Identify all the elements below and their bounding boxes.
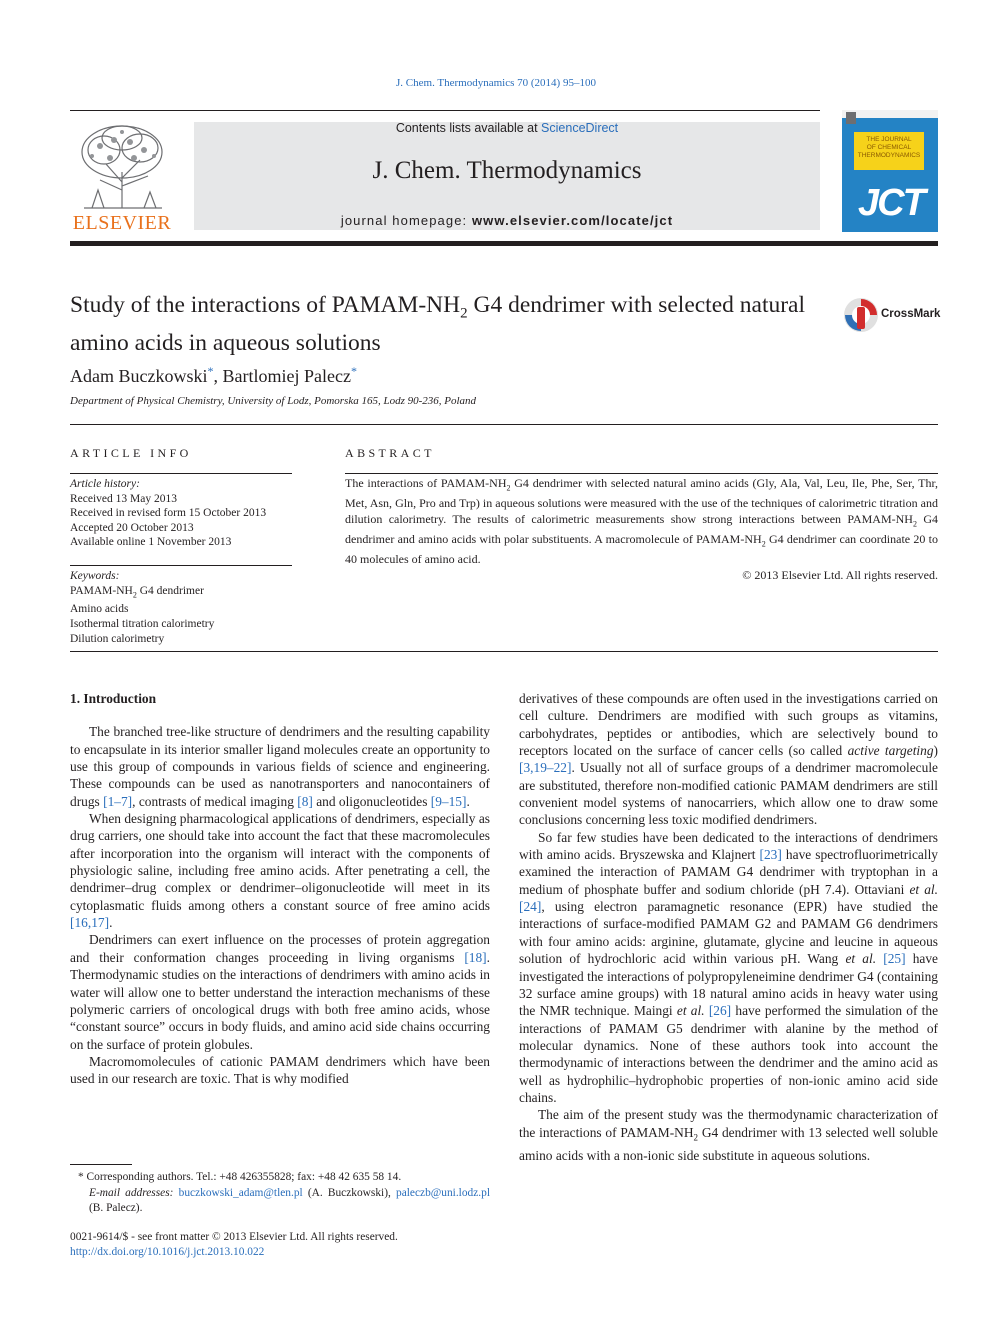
crossmark-badge[interactable] [843, 297, 943, 333]
citation-link[interactable]: [24] [519, 899, 542, 915]
affiliation: Department of Physical Chemistry, University of Lodz, Pomorska 165, Lodz 90-236, Poland [70, 395, 477, 407]
cover-top-strip [842, 110, 938, 118]
abstract-text: G4 dendrimer can coordinate 20 to 40 molecules of amino acid. [345, 532, 939, 567]
body-emphasis: et al. [909, 881, 938, 897]
abstract-paragraph [345, 476, 938, 568]
body-text: When designing pharmacological applications of dendrimers, especially as drug carriers, one should take into account the fact that these macromolecules after incorporation into the organism will interact with the components of physiologic saline, including free amino acids. After penetrating a cell, the dendrimer–drug complex or dendrimer–oligonucleotide will meet in its cytoplasmatic fluids among others a constant source of free amino acids [70, 811, 490, 913]
cover-jct-logo: JCT [858, 182, 924, 224]
history-revised: Received in revised form 15 October 2013 [70, 507, 267, 520]
body-column-right [519, 690, 938, 1164]
body-text: The branched tree-like structure of dendrimers and the resulting capability to encapsulate in its interior smaller ligand molecules create an opportunity to use this group of compounds in various fields of science and engineering. These compounds can be used as nanotransporters and nanocontainers of drugs [70, 724, 490, 809]
cover-title-line: THE JOURNAL [866, 136, 912, 143]
abstract-heading: ABSTRACT [345, 446, 435, 460]
footnote-rule [70, 1164, 132, 1165]
footnote-text: Corresponding authors. Tel.: +48 426355828; fax: +48 42 635 58 14. [83, 1171, 402, 1183]
cover-title-box [854, 132, 924, 170]
body-paragraph [70, 931, 490, 1052]
body-text: , using electron paramagnetic resonance (EPR) have studied the interactions of surface-modified PAMAM G2 and PAMAM G6 dendrimers with four amino acids: arginine, glutamate, glycine and leucine in aqueous solution of hydrochloric acid within various pH. Wang [519, 899, 938, 967]
keyword: Amino acids [70, 603, 129, 616]
elsevier-wordmark: ELSEVIER [72, 212, 172, 234]
keyword: Isothermal titration calorimetry [70, 618, 215, 631]
body-text: . [109, 915, 113, 931]
keyword-subscript: 2 [132, 589, 137, 599]
keywords [70, 569, 214, 646]
footnote-mark: * [78, 1171, 84, 1183]
corresponding-footnote [70, 1170, 490, 1186]
body-text: have spectrofluorimetrically examined the interaction of PAMAM G4 dendrimer with tryptophan in a medium of phosphate buffer and sodium chloride (pH 7.4). Ottaviani [519, 847, 938, 897]
section-heading: 1. Introduction [70, 691, 157, 706]
title-text: Study of the interactions of PAMAM-NH [70, 292, 461, 318]
body-paragraph [70, 1053, 490, 1088]
corresponding-author-mark[interactable]: * [350, 364, 357, 378]
body-emphasis: et al. [845, 951, 877, 967]
title-subscript: 2 [460, 305, 468, 322]
abstract-text: G4 dendrimer and amino acids with polar substituents. A macromolecule of PAMAM-NH [345, 511, 939, 547]
email-link[interactable]: paleczb@uni.lodz.pl [396, 1186, 490, 1199]
abstract-copyright: © 2013 Elsevier Ltd. All rights reserved. [742, 568, 938, 583]
cover-title-line: OF CHEMICAL [866, 144, 912, 151]
body-text: So far few studies have been dedicated to the interactions of dendrimers with amino acids. Bryszewska and Klajnert [519, 829, 938, 863]
subscript: 2 [693, 1132, 699, 1143]
divider [70, 651, 938, 652]
homepage-link[interactable]: www.elsevier.com/locate/jct [471, 213, 674, 228]
subscript: 2 [912, 519, 917, 529]
divider [70, 565, 292, 566]
crossmark-label: CrossMark [881, 308, 941, 320]
body-emphasis: active targeting [847, 743, 934, 759]
citation-link[interactable]: [8] [297, 793, 313, 809]
body-paragraph [70, 810, 490, 931]
footnote-text: (A. Buczkowski), [302, 1186, 396, 1199]
history-label: Article history: [70, 478, 140, 490]
subscript: 2 [506, 483, 511, 493]
elsevier-logo[interactable] [70, 120, 174, 232]
bottom-metadata [70, 1230, 398, 1260]
email-label: E-mail addresses: [89, 1186, 174, 1199]
citation-link[interactable]: [26] [708, 1003, 732, 1019]
author-name: Bartlomiej Palecz [222, 366, 351, 386]
body-text: The aim of the present study was the thermodynamic characterization of the interactions of PAMAM-NH [519, 1107, 938, 1140]
history-online: Available online 1 November 2013 [70, 536, 232, 549]
history-accepted: Accepted 20 October 2013 [70, 521, 194, 534]
body-text: have investigated the interactions of polypropyleneimine dendrimer G4 (containing 32 surface amine groups) with 18 natural amino acids in heavy water using the NMR technique. Maingi [519, 951, 938, 1019]
journal-cover-image[interactable] [842, 110, 938, 232]
body-text: . Thermodynamic studies on the interactions of dendrimers with amino acids in water will allow one to better understand the interaction mechanisms of these polymeric carriers of oncological drugs with both free amino acids, whose “constant source” occurs in body fluids, and amino acid side chains occurring on the surface of protein globules. [70, 949, 490, 1052]
author-name: Adam Buczkowski [70, 366, 208, 386]
footnote-text: (B. Palecz). [89, 1202, 143, 1214]
body-text: . [466, 793, 470, 809]
issn-line: 0021-9614/$ - see front matter © 2013 Elsevier Ltd. All rights reserved. [70, 1231, 398, 1243]
divider [345, 473, 938, 474]
journal-title: J. Chem. Thermodynamics [372, 157, 642, 184]
article-info-heading: ARTICLE INFO [70, 446, 192, 460]
citation-link[interactable]: [1–7] [103, 793, 133, 809]
contents-prefix: Contents lists available at [395, 121, 542, 135]
keyword-text: PAMAM-NH [70, 584, 133, 597]
body-emphasis: et al. [676, 1003, 705, 1019]
body-text: derivatives of these compounds are often used in the investigations carried on cell culture. Dendrimers are modified with such groups as vitamins, carbohydrates, peptides or antibodies, which are selectively bound to receptors located on the surface of cancer cells (so called [519, 691, 938, 759]
body-text: , contrasts of medical imaging [132, 793, 298, 809]
subscript: 2 [761, 539, 766, 549]
body-paragraph [519, 829, 938, 1107]
homepage-prefix: journal homepage: [340, 213, 472, 228]
corresponding-author-mark[interactable]: * [207, 364, 214, 378]
journal-homepage [194, 213, 820, 228]
article-history [70, 477, 266, 550]
abstract-text: G4 dendrimer with selected natural amino acids (Gly, Ala, Val, Leu, Ile, Phe, Ser, Thr, Met, Asn, Gln, Pro and Trp) in aqueous solutions were measured with the use of the techniques of calorimetric titration and dilution calorimetry. The results of calorimetric measurements show strong interactions between PAMAM-NH [345, 476, 938, 526]
title-text: G4 dendrimer with selected natural amino acids in aqueous solutions [70, 292, 806, 356]
citation-link[interactable]: [16,17] [70, 915, 110, 931]
journal-citation-link[interactable]: J. Chem. Thermodynamics 70 (2014) 95–100 [396, 77, 596, 89]
citation-link[interactable]: [18] [464, 949, 487, 965]
citation-link[interactable]: [25] [883, 951, 906, 967]
divider [70, 424, 938, 425]
keyword [70, 584, 214, 603]
history-received: Received 13 May 2013 [70, 492, 177, 505]
keyword-text: G4 dendrimer [136, 584, 204, 597]
body-text: ) [933, 743, 938, 759]
doi-link[interactable]: http://dx.doi.org/10.1016/j.jct.2013.10.022 [70, 1246, 265, 1258]
body-paragraph [519, 1106, 938, 1164]
article-title [70, 291, 830, 358]
citation-link[interactable]: [9–15] [430, 793, 467, 809]
body-paragraph [70, 723, 490, 810]
keywords-label: Keywords: [70, 570, 120, 582]
body-paragraph [519, 690, 938, 829]
divider [70, 473, 292, 474]
citation-link[interactable]: [23] [759, 847, 782, 863]
footnotes [70, 1170, 490, 1217]
sciencedirect-link[interactable]: ScienceDirect [541, 121, 619, 135]
author-separator: , [213, 366, 223, 386]
cover-publisher-mark [846, 112, 856, 124]
header-rule [70, 110, 820, 111]
author-list [70, 364, 357, 387]
abstract-text: The interactions of PAMAM-NH [345, 476, 507, 490]
keyword: Dilution calorimetry [70, 632, 165, 645]
body-text: Macromomolecules of cationic PAMAM dendrimers which have been used in our research are toxic. That is why modified [70, 1053, 490, 1087]
contents-line [194, 121, 820, 135]
email-footnote [70, 1186, 490, 1217]
body-text: and oligonucleotides [312, 793, 431, 809]
body-text: G4 dendrimer with 13 selected well soluble amino acids with a non-ionic side substitute in aqueous solutions. [519, 1124, 938, 1163]
abstract-body [345, 476, 938, 584]
body-text: Dendrimers can exert influence on the processes of protein aggregation and their conformation changes proceeding in living organisms [70, 932, 490, 965]
crossmark-icon [843, 297, 879, 333]
cover-title-line: THERMODYNAMICS [857, 152, 921, 159]
body-column-left [70, 690, 490, 1088]
body-text: . Usually not all of surface groups of a dendrimer macromolecule are substituted, therefore non-modified cationic PAMAM dendrimers are still convenient model systems of nanocarriers, which allow one to draw some conclusions concerning less toxic modified dendrimers. [519, 760, 938, 828]
body-text: have performed the simulation of the interactions of PAMAM G5 dendrimer with alanine by the method of molecular dynamics. None of these authors took into account the thermodynamic of interactions between the dendrimer and the amino acid as well as hydrophilic–hydrophobic properties of non-ionic amino acid side chains. [519, 1003, 939, 1105]
citation-link[interactable]: [3,19–22] [519, 760, 572, 776]
email-link[interactable]: buczkowski_adam@tlen.pl [178, 1186, 303, 1199]
header-thick-rule [70, 241, 938, 246]
